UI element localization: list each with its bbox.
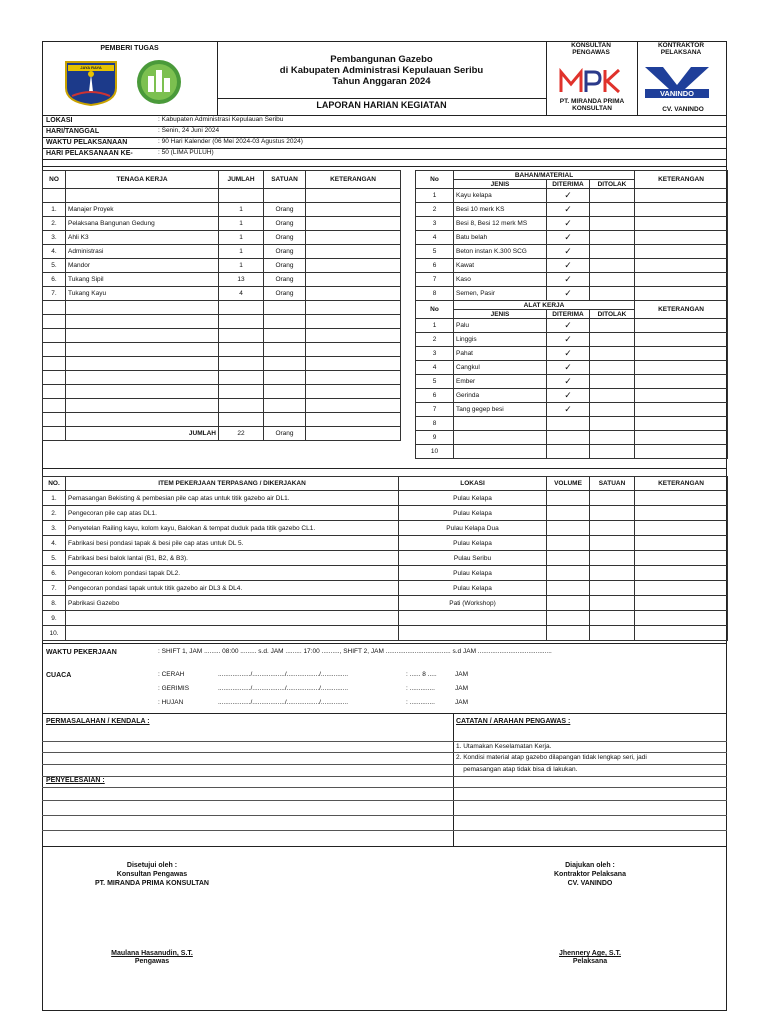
table-row: 6. Pengecoran kolom pondasi tapak DL2. Pulau Kelapa	[43, 566, 728, 581]
work-col-no: NO.	[43, 477, 66, 491]
dki-logo-text: JAYA RAYA	[80, 65, 102, 70]
tools-col-jenis: JENIS	[454, 310, 547, 319]
pelaksana-name: Jhennery Age, S.T.	[559, 950, 621, 957]
cuaca-cerah-dots: ................../................../................../...............	[218, 671, 349, 678]
sign-left-name	[62, 950, 242, 967]
konsultan-title: KONSULTAN PENGAWAS	[571, 42, 611, 57]
sign-left-line-2: Konsultan Pengawas	[116, 870, 188, 878]
report-title: LAPORAN HARIAN KEGIATAN	[316, 100, 447, 110]
sign-right-line-1: Diajukan oleh :	[565, 862, 615, 869]
info-label-waktu: WAKTU PELAKSANAAN	[46, 139, 128, 146]
catatan-item-1: 1. Utamakan Keselamatan Kerja.	[456, 743, 552, 750]
info-label-hari-ke: HARI PELAKSANAAN KE-	[46, 150, 133, 157]
table-row: 2 Linggis ✓	[416, 333, 728, 347]
catatan-item-2: 2. Kondisi material atap gazebo dilapangan tidak lengkap seri, jadi	[456, 754, 647, 761]
info-value-hari-ke: : 50 (LIMA PULUH)	[158, 149, 214, 156]
labor-col-satuan: SATUAN	[264, 171, 306, 189]
catatan-item-3: pemasangan atap tidak bisa di lakukan.	[456, 766, 578, 773]
project-title-3: Tahun Anggaran 2024	[332, 76, 431, 87]
pengawas-name: Maulana Hasanudin, S.T.	[111, 950, 193, 957]
table-row: 3 Besi 8, Besi 12 merk MS ✓	[416, 217, 728, 231]
permasalahan-label: PERMASALAHAN / KENDALA :	[46, 718, 150, 725]
table-row: 10	[416, 445, 728, 459]
waktu-value: : SHIFT 1, JAM ......... 08:00 ......... s.d. JAM ......... 17:00 .........., SHIFT 2, JAM .................................... s.d JAM .........................................	[158, 648, 552, 655]
pelaksana-role: Pelaksana	[572, 958, 608, 966]
work-col-volume: VOLUME	[547, 477, 590, 491]
table-row: 3. Ahli K3 1 Orang	[43, 231, 401, 245]
table-row: 4. Administrasi 1 Orang	[43, 245, 401, 259]
table-row: 7 Tang gegep besi ✓	[416, 403, 728, 417]
material-title: BAHAN/MATERIAL	[454, 171, 635, 180]
project-title-1: Pembangunan Gazebo	[330, 54, 433, 65]
table-row: 6 Kawat ✓	[416, 259, 728, 273]
sign-right	[510, 862, 670, 888]
penyelesaian-label: PENYELESAIAN :	[46, 777, 105, 784]
table-row: 7. Pengecoran pondasi tapak untuk titik gazebo air DL3 & DL4. Pulau Kelapa	[43, 581, 728, 596]
material-col-jenis: JENIS	[454, 180, 547, 189]
work-col-item: ITEM PEKERJAAN TERPASANG / DIKERJAKAN	[66, 477, 399, 491]
sign-left-line-1: Disetujui oleh :	[126, 862, 178, 869]
cuaca-cerah-value: : ...... 8 .....	[406, 671, 437, 678]
kontraktor-title: KONTRAKTOR PELAKSANA	[657, 42, 705, 57]
tools-title: ALAT KERJA	[454, 301, 635, 310]
cuaca-hujan-jam: JAM	[455, 699, 468, 706]
project-title-2: di Kabupaten Administrasi Kepulauan Seribu	[279, 65, 484, 76]
labor-total-row: JUMLAH 22 Orang	[43, 427, 401, 441]
info-value-waktu: : 90 Hari Kalender (06 Mei 2024-03 Agustus 2024)	[158, 138, 303, 145]
table-row: 9.	[43, 611, 728, 626]
waktu-label: WAKTU PEKERJAAN	[46, 649, 117, 656]
table-row: 4 Batu belah ✓	[416, 231, 728, 245]
labor-col-no: NO	[43, 171, 66, 189]
info-value-lokasi: : Kabupaten Administrasi Kepulauan Seribu	[158, 116, 284, 123]
pengawas-role: Pengawas	[134, 958, 170, 966]
vanindo-logo	[645, 67, 709, 98]
table-row: 8 Semen, Pasir ✓	[416, 287, 728, 301]
table-row: 5. Fabrikasi besi balok lantai (B1, B2, & B3). Pulau Seribu	[43, 551, 728, 566]
work-col-satuan: SATUAN	[590, 477, 635, 491]
mpk-logo	[558, 64, 622, 94]
labor-col-jumlah: JUMLAH	[219, 171, 264, 189]
table-row: 6 Gerinda ✓	[416, 389, 728, 403]
table-row: 1. Pemasangan Bekisting & pembesian pile cap atas untuk titik gazebo air DL1. Pulau Kelapa	[43, 491, 728, 506]
labor-col-tenaga: TENAGA KERJA	[66, 171, 219, 189]
cuaca-label: CUACA	[46, 672, 72, 679]
kontraktor-name: CV. VANINDO	[662, 106, 704, 113]
info-label-lokasi: LOKASI	[46, 117, 73, 124]
vanindo-logo-text: VANINDO	[659, 89, 695, 98]
table-row: 1 Kayu kelapa ✓	[416, 189, 728, 203]
cuaca-gerimis-jam: JAM	[455, 685, 468, 692]
work-col-ket: KETERANGAN	[635, 477, 728, 491]
table-row: 10.	[43, 626, 728, 641]
table-row: 8. Pabrikasi Gazebo Pati (Workshop)	[43, 596, 728, 611]
cuaca-gerimis-value: : ..............	[406, 685, 435, 692]
info-value-tanggal: : Senin, 24 Juni 2024	[158, 127, 220, 134]
material-col-no: No	[416, 171, 454, 189]
catatan-label: CATATAN / ARAHAN PENGAWAS :	[456, 718, 571, 725]
pemberi-tugas-label: PEMBERI TUGAS	[100, 45, 159, 52]
dpkp-logo	[135, 58, 183, 106]
tools-col-no: No	[416, 301, 454, 319]
material-col-diterima: DITERIMA	[547, 180, 590, 189]
table-row: 1. Manajer Proyek 1 Orang	[43, 203, 401, 217]
cuaca-hujan-dots: ................../................../................../...............	[218, 699, 349, 706]
cuaca-gerimis-dots: ................../................../................../...............	[218, 685, 349, 692]
sign-left	[62, 862, 242, 888]
sign-right-name	[510, 950, 670, 967]
tools-col-ditolak: DITOLAK	[590, 310, 635, 319]
table-row: 8	[416, 417, 728, 431]
material-col-ditolak: DITOLAK	[590, 180, 635, 189]
table-row: 6. Tukang Sipil 13 Orang	[43, 273, 401, 287]
konsultan-name: PT. MIRANDA PRIMA KONSULTAN	[559, 98, 625, 113]
table-row: 4 Cangkul ✓	[416, 361, 728, 375]
dki-logo	[62, 58, 120, 106]
table-row: 4. Fabrikasi besi pondasi tapak & besi pile cap atas untuk DL 5. Pulau Kelapa	[43, 536, 728, 551]
table-row: 1 Palu ✓	[416, 319, 728, 333]
info-label-tanggal: HARI/TANGGAL	[46, 128, 100, 135]
sign-left-line-3: PT. MIRANDA PRIMA KONSULTAN	[95, 879, 209, 887]
cuaca-gerimis: : GERIMIS	[158, 685, 190, 692]
labor-col-ket: KETERANGAN	[306, 171, 401, 189]
table-row: 7. Tukang Kayu 4 Orang	[43, 287, 401, 301]
work-col-lokasi: LOKASI	[399, 477, 547, 491]
table-row: 9	[416, 431, 728, 445]
sign-right-line-3: CV. VANINDO	[567, 879, 613, 887]
cuaca-hujan: : HUJAN	[158, 699, 184, 706]
labor-table	[42, 170, 401, 441]
cuaca-hujan-value: : ..............	[406, 699, 435, 706]
table-row: 2. Pengecoran pile cap atas DL1. Pulau Kelapa	[43, 506, 728, 521]
table-row: 3 Pahat ✓	[416, 347, 728, 361]
table-row: 7 Kaso ✓	[416, 273, 728, 287]
tools-col-diterima: DITERIMA	[547, 310, 590, 319]
table-row: 2. Pelaksana Bangunan Gedung 1 Orang	[43, 217, 401, 231]
material-table	[415, 170, 728, 459]
table-row: 3. Penyetelan Railing kayu, kolom kayu, Balokan & tempat duduk pada titik gazebo CL1. Pulau Kelapa Dua	[43, 521, 728, 536]
material-col-ket: KETERANGAN	[635, 171, 728, 189]
table-row: 5. Mandor 1 Orang	[43, 259, 401, 273]
tools-col-ket: KETERANGAN	[635, 301, 728, 319]
cuaca-cerah: : CERAH	[158, 671, 185, 678]
sign-right-line-2: Kontraktor Pelaksana	[554, 870, 626, 878]
work-table	[42, 476, 728, 641]
table-row: 2 Besi 10 merk KS ✓	[416, 203, 728, 217]
table-row: 5 Ember ✓	[416, 375, 728, 389]
cuaca-cerah-jam: JAM	[455, 671, 468, 678]
table-row: 5 Beton instan K.300 SCG ✓	[416, 245, 728, 259]
